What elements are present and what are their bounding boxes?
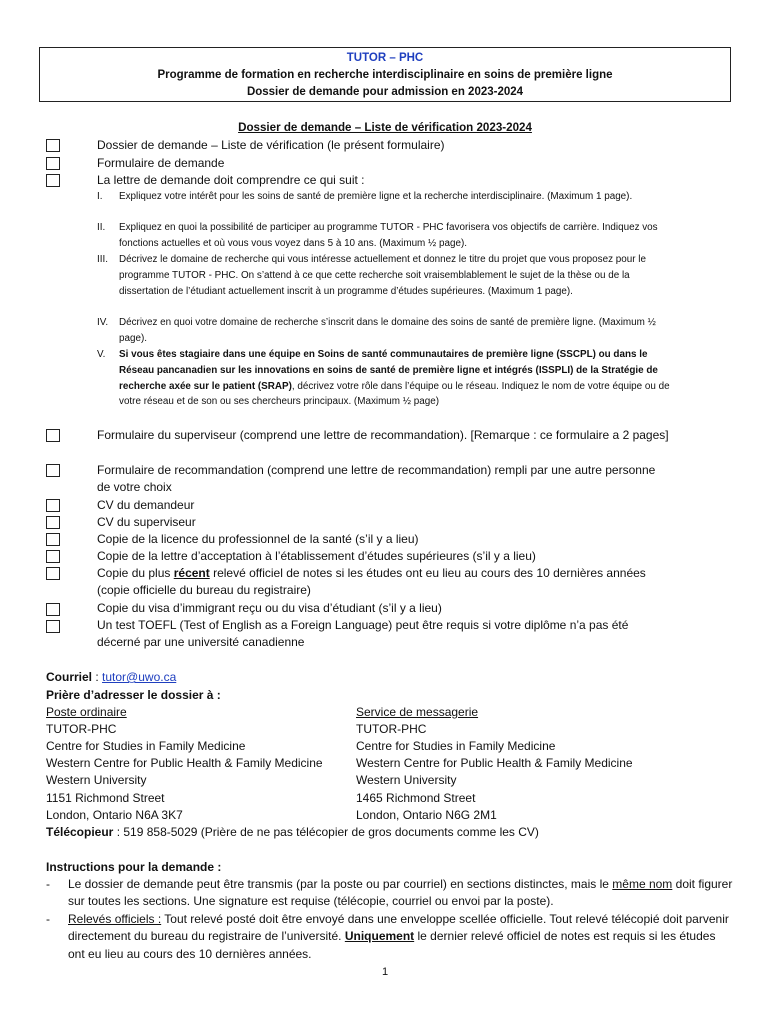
- checkbox-10[interactable]: [46, 567, 60, 580]
- checklist-item-7: CV du superviseur: [97, 515, 196, 529]
- instruction-underlined: même nom: [612, 877, 673, 891]
- checklist-item-8: Copie de la licence du professionnel de la santé (s’il y a lieu): [97, 532, 419, 546]
- subitem-bold-text: Si vous êtes stagiaire dans une équipe en Soins de santé communautaires de première ligne (SSCPL) ou dans le Réseau pancanadien sur les innovations en soins de santé de première ligne et intégrés (ISSPLI) de la Stratégie de recherche axée sur le patient (SRAP): [119, 349, 658, 392]
- dossier-title: Dossier de demande pour admission en 2023-2024: [246, 86, 524, 98]
- left-address-line: Western Centre for Public Health & Family Medicine: [46, 756, 323, 770]
- fax-line: [46, 824, 539, 841]
- address-intro: Prière d’adresser le dossier à :: [46, 688, 221, 702]
- email-link[interactable]: tutor@uwo.ca: [102, 670, 177, 684]
- checklist-item-4: Formulaire du superviseur (comprend une lettre de recommandation). [Remarque : ce formulaire a 2 pages]: [97, 428, 669, 442]
- subitem-1: [97, 189, 677, 205]
- subitem-number: V.: [97, 349, 106, 360]
- instruction-1: [68, 876, 733, 911]
- subitem-5: [97, 347, 677, 410]
- instruction-text: doit figurer sur toutes les sections. Une signature est requise (télécopie, courriel ou envoi par la poste).: [68, 877, 733, 909]
- checkbox-5[interactable]: [46, 464, 60, 477]
- checkbox-12[interactable]: [46, 620, 60, 633]
- checklist-item-10: [97, 565, 657, 600]
- bullet-dash: -: [46, 877, 50, 891]
- left-address-line: TUTOR-PHC: [46, 722, 117, 736]
- checklist-item-2: Formulaire de demande: [97, 156, 225, 170]
- left-address-line: 1151 Richmond Street: [46, 791, 165, 805]
- page-number: 1: [381, 966, 389, 978]
- checklist-item-5: Formulaire de recommandation (comprend une lettre de recommandation) rempli par une autre personne de votre choix: [97, 463, 656, 495]
- checklist-item-3: La lettre de demande doit comprendre ce qui suit :: [97, 173, 365, 187]
- subitem-rest-text: , décrivez votre rôle dans l’équipe ou le réseau. Indiquez le nom de votre équipe ou de votre réseau et de son ou ses chercheurs principaux. (Maximum ½ page): [119, 380, 670, 408]
- subitem-3: [97, 252, 677, 299]
- checkbox-6[interactable]: [46, 499, 60, 512]
- subitem-number: I.: [97, 191, 103, 202]
- instruction-2: [68, 911, 733, 963]
- right-address-line: Western Centre for Public Health & Family Medicine: [356, 756, 633, 770]
- program-acronym: TUTOR – PHC: [346, 52, 424, 64]
- checkbox-11[interactable]: [46, 603, 60, 616]
- item-text: Copie du plus: [97, 566, 174, 580]
- left-address-line: Western University: [46, 773, 147, 787]
- left-address-line: Centre for Studies in Family Medicine: [46, 739, 246, 753]
- fax-text: : 519 858-5029 (Prière de ne pas télécopier de gros documents comme les CV): [113, 825, 539, 839]
- item-text: relevé officiel de notes si les études ont eu lieu au cours des 10 dernières années (copie officielle du bureau du registraire): [97, 566, 646, 598]
- right-address-line: London, Ontario N6G 2M1: [356, 808, 497, 822]
- checklist-item-12: Un test TOEFL (Test of English as a Foreign Language) peut être requis si votre diplôme n’a pas été décerné par une université canadienne: [97, 618, 629, 650]
- checklist-item-9: Copie de la lettre d’acceptation à l’établissement d’études supérieures (s’il y a lieu): [97, 549, 536, 563]
- checkbox-3[interactable]: [46, 174, 60, 187]
- checkbox-8[interactable]: [46, 533, 60, 546]
- right-address-line: Centre for Studies in Family Medicine: [356, 739, 556, 753]
- checkbox-7[interactable]: [46, 516, 60, 529]
- email-separator: :: [92, 670, 103, 684]
- right-address-line: 1465 Richmond Street: [356, 791, 476, 805]
- instructions-title: Instructions pour la demande :: [46, 860, 222, 874]
- subitem-text: Expliquez en quoi la possibilité de participer au programme TUTOR - PHC favorisera vos objectifs de carrière. Indiquez vos fonctions actuelles et où vous vous voyez dans 5 à 10 ans. (Maximum ½ page).: [119, 222, 658, 249]
- checkbox-1[interactable]: [46, 139, 60, 152]
- checklist-title: Dossier de demande – Liste de vérification 2023-2024: [238, 121, 532, 134]
- courier-heading: Service de messagerie: [356, 705, 479, 719]
- document-header: [39, 47, 731, 102]
- fax-label: Télécopieur: [46, 825, 114, 839]
- instruction-text: le dernier relevé officiel de notes est requis si les études ont eu lieu au cours des 10 dernières années.: [68, 929, 716, 961]
- instruction-underlined: Relevés officiels :: [68, 912, 162, 926]
- instruction-text: Le dossier de demande peut être transmis (par la poste ou par courriel) en sections distinctes, mais le: [68, 877, 613, 891]
- bullet-dash: -: [46, 912, 50, 926]
- checkbox-4[interactable]: [46, 429, 60, 442]
- subitem-4: [97, 315, 677, 347]
- checklist-item-6: CV du demandeur: [97, 498, 195, 512]
- checklist-item-11: Copie du visa d’immigrant reçu ou du visa d’étudiant (s’il y a lieu): [97, 601, 442, 615]
- subitem-number: II.: [97, 222, 106, 233]
- checklist-item-1: Dossier de demande – Liste de vérification (le présent formulaire): [97, 138, 445, 152]
- right-address-line: Western University: [356, 773, 457, 787]
- regular-mail-heading: Poste ordinaire: [46, 705, 127, 719]
- checkbox-9[interactable]: [46, 550, 60, 563]
- checkbox-2[interactable]: [46, 157, 60, 170]
- subitem-number: IV.: [97, 317, 109, 328]
- left-address-line: London, Ontario N6A 3K7: [46, 808, 183, 822]
- subitem-text: [119, 347, 677, 410]
- subitem-2: [97, 220, 677, 252]
- email-label: Courriel: [46, 670, 93, 684]
- right-address-line: TUTOR-PHC: [356, 722, 427, 736]
- item-emphasis: récent: [173, 566, 210, 580]
- subitem-number: III.: [97, 254, 108, 265]
- instruction-text: Tout relevé posté doit être envoyé dans une enveloppe scellée officielle. Tout relevé télécopié doit parvenir directement du bureau du registraire de l’université.: [68, 912, 729, 944]
- email-line: [46, 669, 176, 686]
- instruction-emphasis: Uniquement: [344, 929, 415, 944]
- subitem-text: Décrivez le domaine de recherche qui vous intéresse actuellement et donnez le titre du projet que vous proposez pour le programme TUTOR - PHC. On s’attend à ce que cette recherche soit vraisemblablement le sujet de la thèse ou de la dissertation de l’étudiant actuellement inscrit à un programme d’études supérieures. (Maximum 1 page).: [119, 254, 646, 297]
- subitem-text: Décrivez en quoi votre domaine de recherche s’inscrit dans le domaine des soins de santé de première ligne. (Maximum ½ page).: [119, 317, 656, 344]
- program-title: Programme de formation en recherche interdisciplinaire en soins de première ligne: [157, 69, 613, 81]
- subitem-text: Expliquez votre intérêt pour les soins de santé de première ligne et la recherche interdisciplinaire. (Maximum 1 page).: [119, 191, 633, 202]
